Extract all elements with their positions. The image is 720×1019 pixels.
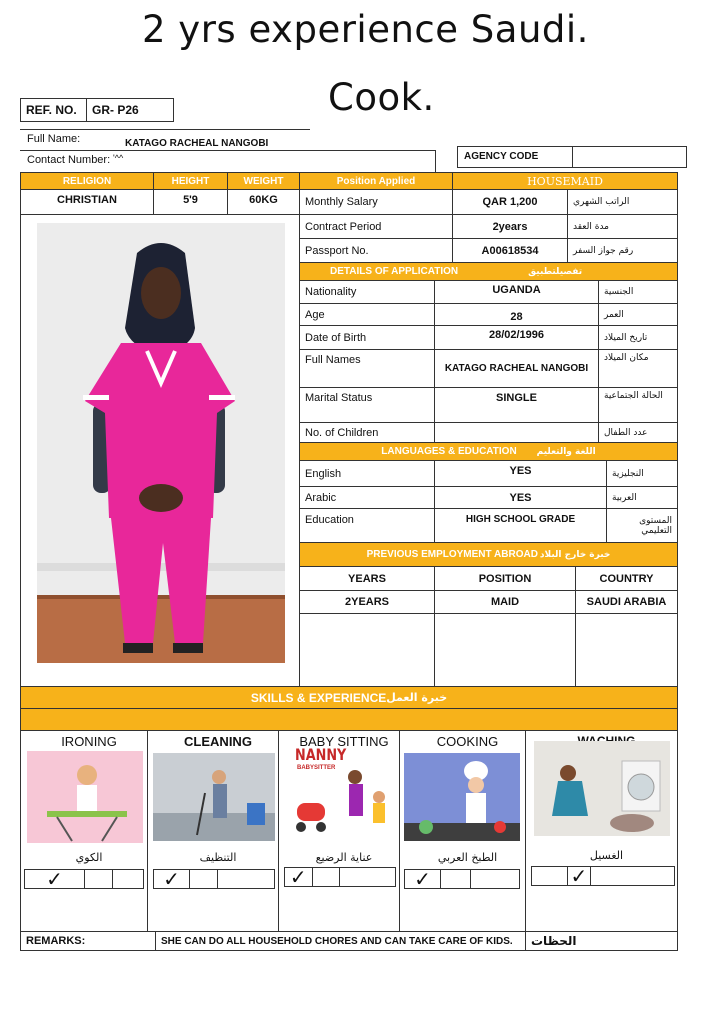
- details-header: [300, 263, 678, 281]
- dob-ar: تاريخ الميلاد: [599, 326, 678, 350]
- skill-cooking-title: COOKING: [436, 734, 499, 749]
- agency-code-label: AGENCY CODE: [458, 147, 573, 167]
- applicant-photo: [37, 223, 285, 663]
- skill-cleaning: [148, 731, 279, 932]
- full-name-label: Full Name:: [27, 133, 81, 145]
- prev-employment-header-ar: خبرة خارج البلاد: [539, 549, 611, 560]
- agency-code-box: [457, 146, 687, 168]
- children-label: No. of Children: [300, 423, 435, 443]
- skill-babysitting-title: BABY SITTING: [299, 734, 389, 749]
- marital-ar: الحالة الجتماعية: [599, 388, 678, 423]
- english-ar: النجليزية: [607, 461, 678, 487]
- skill-cleaning-title: CLEANING: [184, 734, 252, 749]
- skill-babysitting-checkbox: [284, 867, 396, 887]
- prev-employment-header-en: PREVIOUS EMPLOYMENT ABROAD: [366, 549, 538, 560]
- fullnames-ar: مكان الميلاد: [599, 350, 678, 388]
- ref-value: GR- P26: [92, 103, 139, 117]
- prev-country-value: SAUDI ARABIA: [576, 591, 678, 614]
- weight-header: WEIGHT: [228, 173, 300, 190]
- full-name-value: KATAGO RACHEAL NANGOBI: [125, 138, 269, 149]
- skill-washing: [526, 731, 678, 932]
- headline-line1: 2 yrs experience Saudi.: [142, 8, 589, 51]
- check-mark: ✓: [154, 870, 190, 888]
- skill-ironing-title: IRONING: [61, 734, 117, 749]
- marital-label: Marital Status: [300, 388, 435, 423]
- cleaning-icon: [153, 753, 275, 841]
- skill-babysitting-ar: عناية الرضيع: [315, 851, 373, 864]
- contract-value: 2years: [453, 215, 568, 239]
- religion-header: RELIGION: [21, 173, 154, 190]
- dob-value: 28/02/1996: [435, 326, 599, 350]
- prev-empty-1: [300, 614, 435, 687]
- name-divider-mid: [20, 150, 435, 151]
- salary-label: Monthly Salary: [300, 190, 453, 215]
- dob-label: Date of Birth: [300, 326, 435, 350]
- contact-label: Contact Number:: [27, 154, 111, 166]
- fullnames-value: KATAGO RACHEAL NANGOBI: [435, 350, 599, 388]
- nanny-logo-sub: BABYSITTER: [297, 765, 336, 771]
- skill-washing-checkbox: [531, 866, 675, 886]
- languages-header-en: LANGUAGES & EDUCATION: [381, 446, 517, 457]
- remarks-label: REMARKS:: [21, 932, 156, 951]
- english-label: English: [300, 461, 435, 487]
- arabic-ar: العربية: [607, 487, 678, 509]
- passport-label: Passport No.: [300, 239, 453, 263]
- remarks-ar: الحظات: [526, 932, 678, 951]
- agency-code-value: [573, 147, 585, 167]
- arabic-value: YES: [435, 487, 607, 509]
- height-value: 5'9: [154, 190, 228, 215]
- skill-cooking-ar: الطبخ العربي: [437, 851, 498, 864]
- prev-col-position: POSITION: [435, 567, 576, 591]
- position-header: Position Applied: [300, 173, 453, 190]
- languages-header: [300, 443, 678, 461]
- prev-empty-3: [576, 614, 678, 687]
- prev-position-value: MAID: [435, 591, 576, 614]
- skill-ironing: [21, 731, 148, 932]
- check-mark: ✓: [25, 870, 85, 888]
- remarks-value: SHE CAN DO ALL HOUSEHOLD CHORES AND CAN TAKE CARE OF KIDS.: [156, 932, 526, 951]
- prev-col-country: COUNTRY: [576, 567, 678, 591]
- marital-value: SINGLE: [435, 388, 599, 423]
- headline-line2: Cook.: [328, 76, 435, 119]
- details-header-en: DETAILS OF APPLICATION: [330, 266, 459, 277]
- skills-header-ar: خبرة العمل: [386, 691, 448, 704]
- age-ar: العمر: [599, 304, 678, 326]
- washing-icon: [534, 741, 670, 836]
- age-value: 28: [435, 304, 599, 326]
- prev-years-value: 2YEARS: [300, 591, 435, 614]
- english-value: YES: [435, 461, 607, 487]
- check-mark: ✓: [568, 867, 592, 885]
- contract-label: Contract Period: [300, 215, 453, 239]
- skills-header-en: SKILLS & EXPERIENCE: [250, 690, 387, 705]
- skill-cleaning-ar: التنظيف: [199, 851, 237, 864]
- children-value: [435, 423, 599, 443]
- skill-babysitting: [279, 731, 400, 932]
- skill-cooking-checkbox: [404, 869, 520, 889]
- photo-area-right: [299, 215, 300, 687]
- prev-empty-2: [435, 614, 576, 687]
- skill-ironing-ar: الكوي: [75, 851, 103, 864]
- ironing-icon: [27, 751, 143, 843]
- position-value: HOUSEMAID: [453, 173, 678, 190]
- salary-value: QAR 1,200: [453, 190, 568, 215]
- cooking-icon: [404, 753, 520, 841]
- prev-employment-header: [300, 543, 678, 567]
- arabic-label: Arabic: [300, 487, 435, 509]
- check-mark: ✓: [405, 870, 441, 888]
- passport-ar: رقم جواز السفر: [568, 239, 678, 263]
- education-ar: المستوى التعليمي: [607, 509, 678, 543]
- check-mark: ✓: [285, 868, 313, 886]
- ref-label: REF. NO.: [21, 99, 87, 121]
- ref-box: [20, 98, 174, 122]
- contact-value: '^^: [113, 153, 124, 163]
- nationality-ar: الجنسية: [599, 281, 678, 304]
- skill-ironing-checkbox: [24, 869, 144, 889]
- height-header: HEIGHT: [154, 173, 228, 190]
- skill-cleaning-checkbox: [153, 869, 275, 889]
- details-header-ar: تفصيلتطبيق: [528, 266, 583, 277]
- weight-value: 60KG: [228, 190, 300, 215]
- age-label: Age: [300, 304, 435, 326]
- education-label: Education: [300, 509, 435, 543]
- passport-value: A00618534: [453, 239, 568, 263]
- name-divider-top: [20, 129, 310, 130]
- contract-ar: مدة العقد: [568, 215, 678, 239]
- applicant-photo-art: [37, 223, 285, 663]
- nationality-label: Nationality: [300, 281, 435, 304]
- contact-right-border: [435, 150, 436, 172]
- skill-washing-ar: الغسيل: [589, 849, 624, 862]
- skills-header: [21, 687, 678, 709]
- religion-value: CHRISTIAN: [21, 190, 154, 215]
- children-ar: عدد الطفال: [599, 423, 678, 443]
- nationality-value: UGANDA: [435, 281, 599, 304]
- languages-header-ar: اللغة والتعليم: [536, 446, 596, 457]
- prev-col-years: YEARS: [300, 567, 435, 591]
- nanny-logo-text: NANNY: [295, 745, 347, 764]
- skill-cooking: [400, 731, 526, 932]
- fullnames-label: Full Names: [300, 350, 435, 388]
- skills-subheader-bar: [21, 709, 678, 731]
- salary-ar: الراتب الشهري: [568, 190, 678, 215]
- education-value: HIGH SCHOOL GRADE: [435, 509, 607, 543]
